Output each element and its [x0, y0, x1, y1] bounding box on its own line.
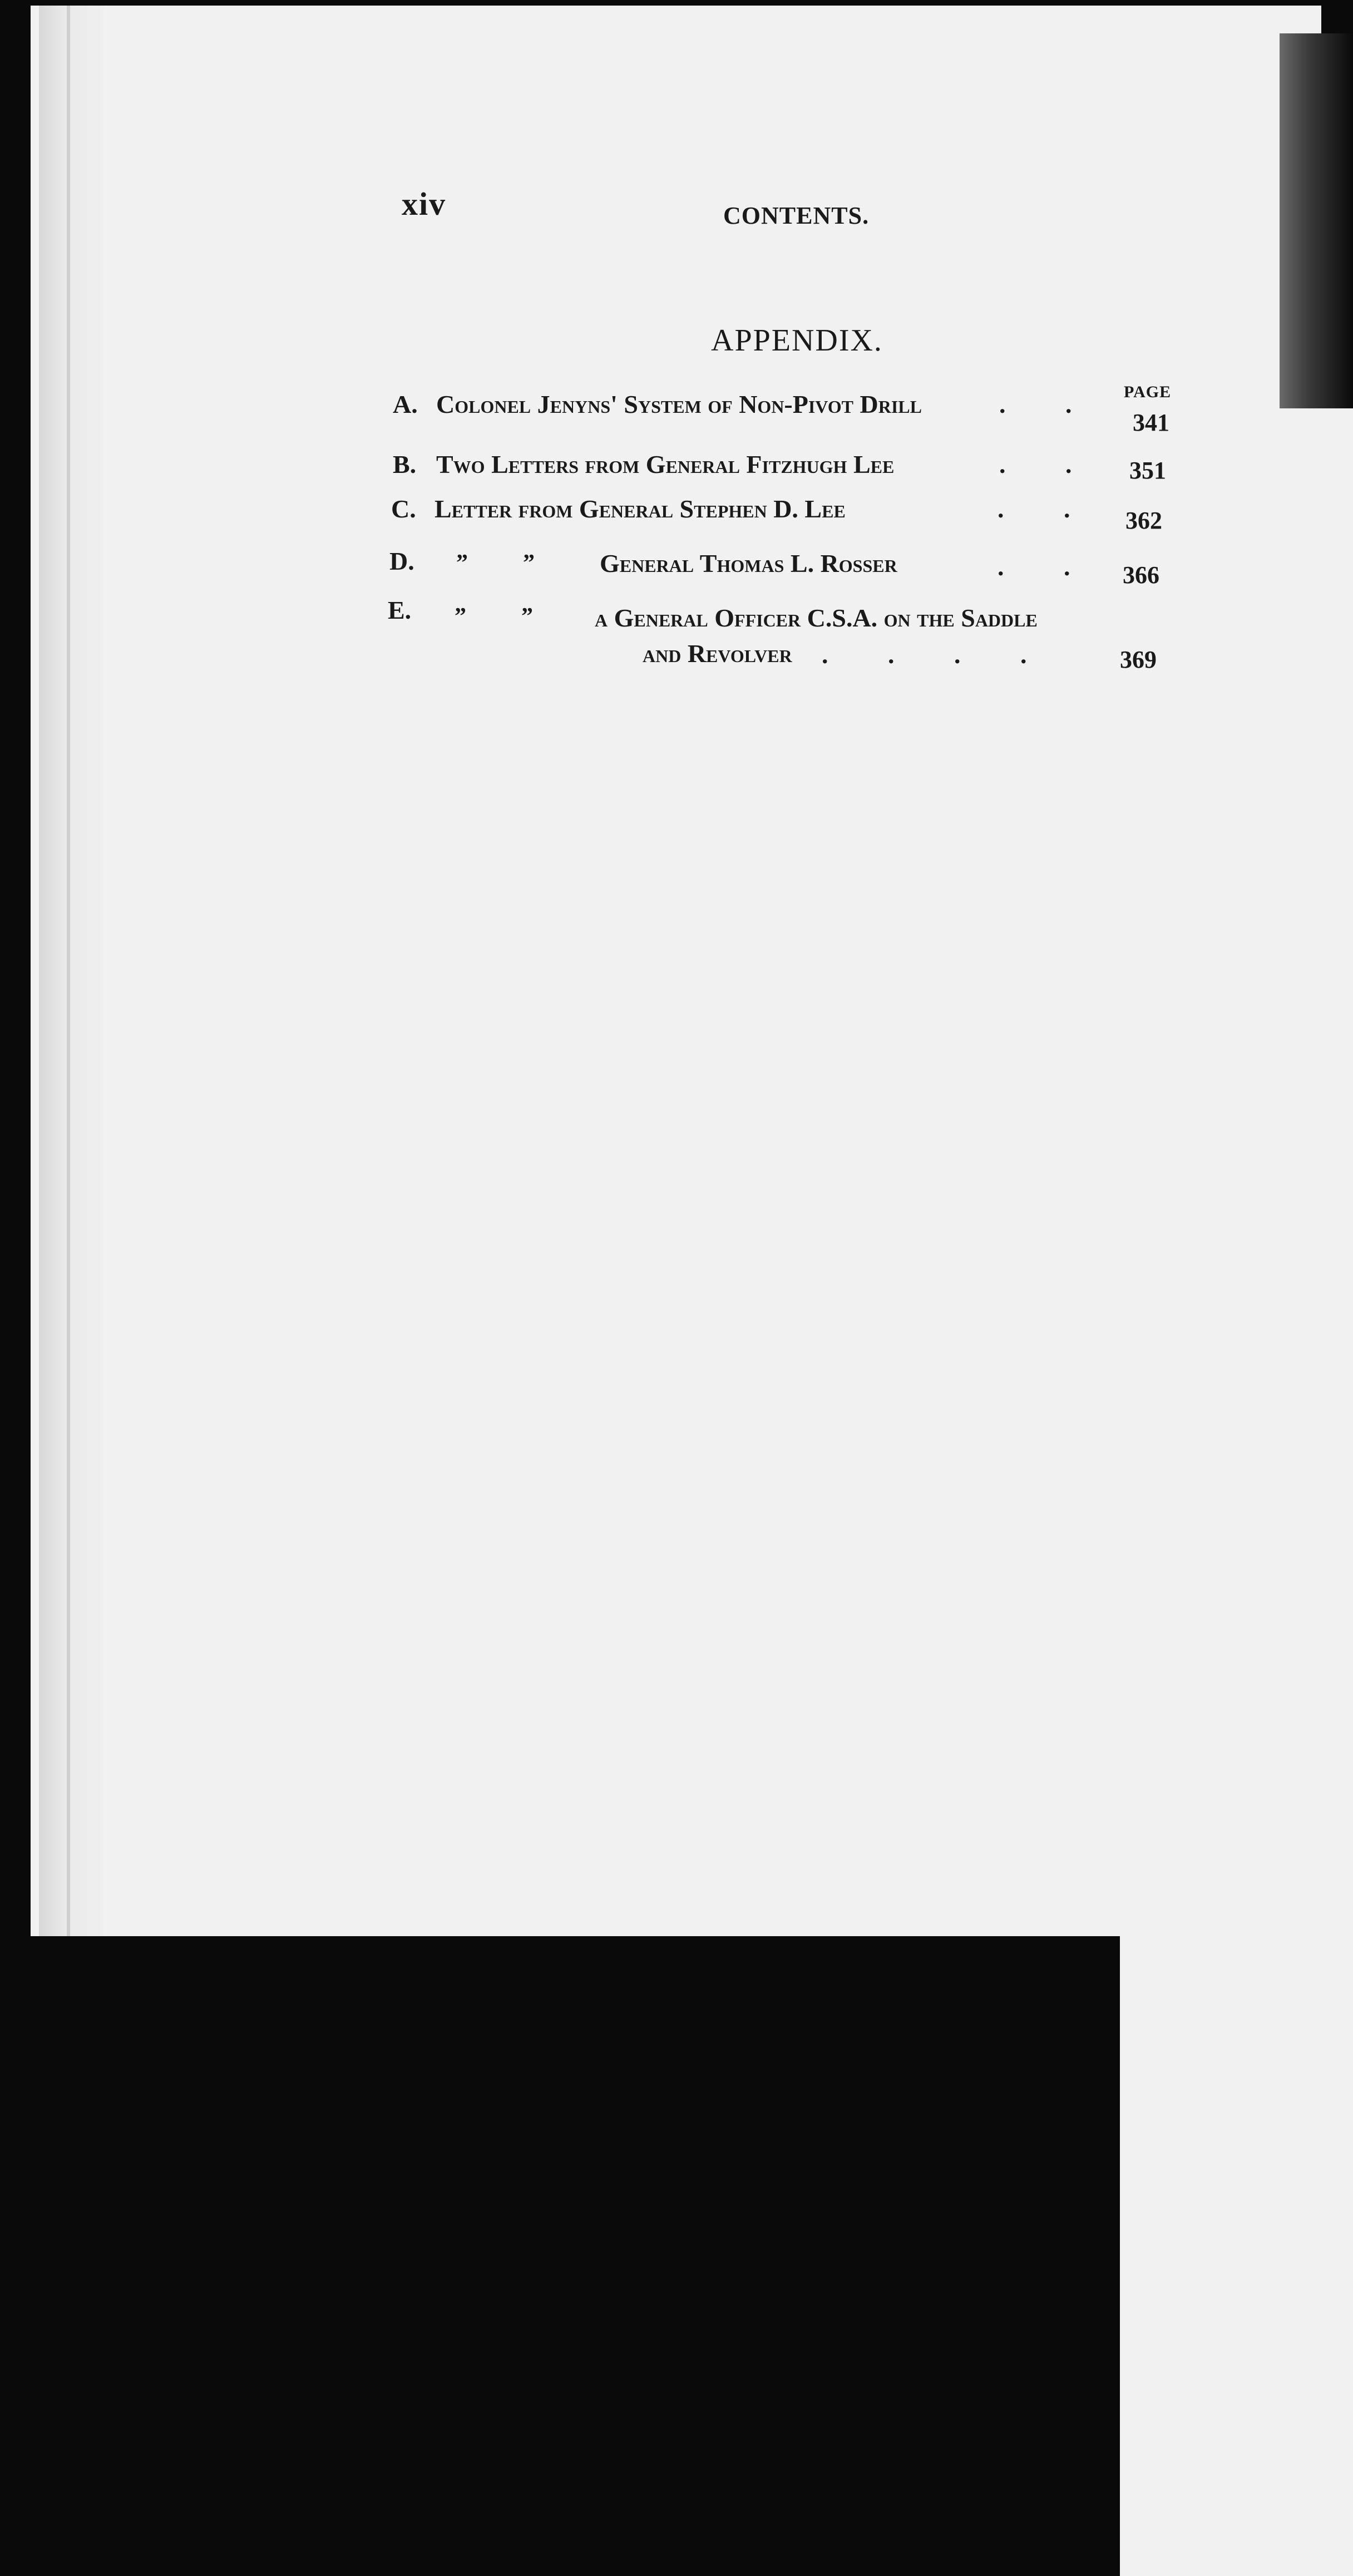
entry-letter: D. — [389, 547, 414, 575]
ditto-mark: ” — [521, 604, 533, 629]
entry-letter: A. — [393, 390, 418, 418]
entry-page-number: 366 — [1123, 561, 1353, 2491]
page-number: xiv — [402, 186, 447, 222]
entry-leader-dots: . . — [999, 390, 1099, 418]
entry-letter: E. — [388, 596, 412, 624]
ditto-mark: ” — [456, 550, 468, 576]
entry-leader-dots: . . — [999, 450, 1099, 478]
entry-leader-dots: . . . . — [822, 640, 1054, 669]
page-column-label: PAGE — [1124, 383, 1172, 401]
entry-page-number: 341 — [1133, 408, 1353, 2339]
gutter-crease — [67, 6, 70, 1936]
entry-title: General Thomas L. Rosser — [600, 549, 897, 578]
ditto-mark: ” — [455, 604, 466, 629]
entry-title: Colonel Jenyns' System of Non-Pivot Drill — [436, 390, 922, 418]
entry-title: Two Letters from General Fitzhugh Lee — [436, 450, 895, 478]
toc-entry-a — [393, 389, 1183, 436]
page-gutter — [39, 6, 103, 1936]
ditto-mark: ” — [523, 550, 535, 576]
entry-letter: C. — [391, 495, 416, 523]
entry-page-number: 362 — [1125, 506, 1353, 2437]
toc-entry-d — [389, 546, 1179, 589]
entry-leader-dots: . . — [998, 495, 1097, 523]
section-heading: APPENDIX. — [711, 323, 883, 358]
entry-letter: B. — [393, 450, 417, 478]
toc-entry-b — [393, 450, 1183, 488]
entry-title-line2: and Revolver — [643, 639, 792, 668]
entry-title: Letter from General Stephen D. Lee — [434, 495, 846, 523]
entry-title-line1: a General Officer C.S.A. on the Saddle — [595, 604, 1038, 632]
toc-entry-c — [391, 494, 1181, 533]
entry-page-number: 369 — [1120, 645, 1353, 2576]
running-title: CONTENTS. — [723, 202, 870, 229]
toc-entry-e — [388, 595, 1178, 679]
entry-page-number: 351 — [1129, 456, 1353, 2387]
entry-leader-dots: . . — [998, 552, 1097, 581]
